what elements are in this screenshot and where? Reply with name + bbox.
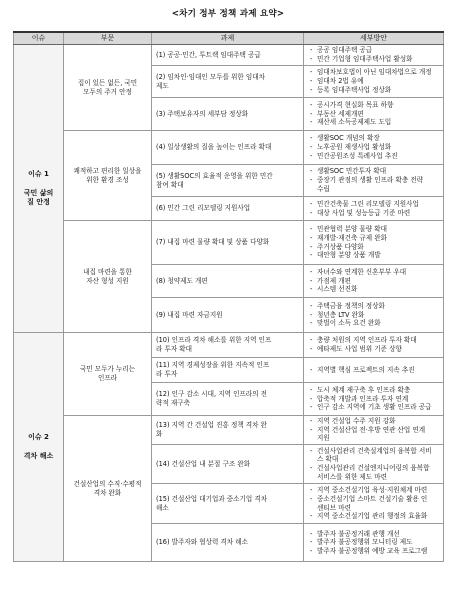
- detail-list: [310, 486, 440, 521]
- task-line: 략적 재구축: [156, 399, 190, 407]
- task-cell: [152, 358, 304, 383]
- detail-item: [310, 243, 440, 252]
- detail-list: [310, 134, 440, 160]
- task-line: (1) 공공·민간, 투트랙 임대주택 공급: [156, 50, 261, 59]
- part-cell: [64, 45, 152, 131]
- detail-line: - 맞벌이 소득 요건 완화: [317, 319, 381, 328]
- detail-line: - 자녀수와 연계한 신혼부부 우대: [317, 267, 407, 276]
- detail-cell: [304, 416, 444, 445]
- detail-line: - 인구 감소 지역에 기초 생활 인프라 공급: [317, 403, 432, 412]
- part-cell: [64, 131, 152, 221]
- part-line: 자산 형성 지원: [86, 276, 129, 285]
- policy-table: [13, 31, 444, 562]
- detail-line: - 중소건설기업 스마트 건설기술 활용 인: [317, 494, 428, 503]
- detail-line: - 민간 기업형 임대주택사업 활성화: [317, 55, 413, 63]
- detail-item: [310, 268, 440, 277]
- task-line: (10) 인프라 격차 해소를 위한 지역 인프: [156, 336, 272, 345]
- detail-cell: [304, 524, 444, 562]
- task-cell: [152, 98, 304, 131]
- detail-cell: [304, 66, 444, 98]
- detail-list: [310, 447, 440, 482]
- detail-line: 센티브 마련: [317, 503, 351, 512]
- detail-item: [310, 200, 440, 209]
- task-line: 제도: [156, 81, 169, 90]
- detail-item: [310, 167, 440, 176]
- detail-item: [310, 176, 440, 193]
- part-cell: [64, 221, 152, 333]
- detail-item: [310, 152, 440, 161]
- task-line: 화: [156, 430, 163, 439]
- task-line: 해소: [156, 503, 169, 512]
- table-row: [14, 131, 444, 165]
- detail-item: [310, 302, 440, 311]
- task-cell: [152, 383, 304, 416]
- detail-item: [310, 251, 440, 260]
- detail-line: 스 확대: [317, 455, 339, 464]
- detail-item: [310, 512, 440, 521]
- task-line: 라 투자: [156, 370, 178, 378]
- detail-item: [310, 143, 440, 152]
- detail-item: [310, 366, 440, 375]
- detail-line: - 재산세 소득공제제도 도입: [317, 118, 392, 127]
- task-line: (7) 내집 마련 물량 확대 및 상품 다양화: [156, 238, 270, 247]
- detail-item: [310, 464, 440, 481]
- detail-list: [310, 68, 440, 94]
- table-row: [14, 333, 444, 358]
- issue-title: [15, 189, 62, 207]
- detail-item: [310, 55, 440, 64]
- detail-item: [310, 86, 440, 95]
- detail-item: [310, 403, 440, 412]
- issue-title: [15, 452, 62, 461]
- task-line: (4) 일상생활의 질을 높이는 인프라 확대: [156, 143, 272, 152]
- detail-list: [310, 101, 440, 127]
- detail-item: [310, 77, 440, 86]
- detail-line: - 발주자 불공정거래 관행 개선: [317, 529, 400, 538]
- issue-title-line: 국민 삶의: [23, 188, 54, 197]
- detail-line: - 가점제 개편: [317, 276, 351, 285]
- task-cell: [152, 265, 304, 298]
- detail-line: - 공시가격 현실화 목표 하향: [317, 100, 394, 109]
- task-cell: [152, 45, 304, 66]
- detail-item: [310, 530, 440, 539]
- detail-line: - 건설사업관리 건축설계업의 융복합 서비: [317, 446, 432, 455]
- detail-item: [310, 101, 440, 110]
- task-cell: [152, 221, 304, 265]
- detail-item: [310, 46, 440, 55]
- detail-cell: [304, 221, 444, 265]
- detail-cell: [304, 197, 444, 221]
- detail-cell: [304, 445, 444, 484]
- task-cell: [152, 66, 304, 98]
- header-task: 과제: [152, 32, 304, 45]
- part-line: 쾌적하고 편리한 일상을: [73, 166, 142, 175]
- detail-list: [310, 336, 440, 353]
- task-cell: [152, 197, 304, 221]
- part-line: 인프라: [97, 374, 118, 382]
- detail-line: - 중장기 관점의 생활 인프라 확충 전략: [317, 176, 424, 185]
- detail-item: [310, 417, 440, 426]
- detail-item: [310, 209, 440, 218]
- task-cell: [152, 333, 304, 358]
- issue-cell: [14, 45, 64, 333]
- detail-cell: [304, 383, 444, 416]
- detail-item: [310, 486, 440, 495]
- detail-line: - 공공 임대주택 공급: [317, 46, 373, 55]
- task-line: (15) 건설산업 대기업과 중소기업 격차: [156, 494, 268, 503]
- table-row: [14, 221, 444, 265]
- detail-cell: [304, 131, 444, 165]
- detail-line: - 도시 체계 재구축 후 인프라 확충: [317, 385, 411, 394]
- table-body: [14, 45, 444, 562]
- detail-list: [310, 225, 440, 260]
- detail-line: - 지역 건설업 수주 지원 강화: [317, 417, 396, 425]
- detail-line: - 대안형 분양 상품 개발: [317, 251, 381, 260]
- table-row: [14, 416, 444, 445]
- issue-title-line: 질 안정: [27, 198, 50, 207]
- issue-number: 이슈 2: [28, 432, 49, 441]
- detail-line: - 민간건축물 그린 리모델링 지원사업: [317, 199, 419, 208]
- detail-cell: [304, 484, 444, 524]
- detail-line: 지원: [317, 434, 330, 443]
- task-cell: [152, 524, 304, 562]
- detail-item: [310, 495, 440, 512]
- detail-line: - 임대차 2법 유예: [317, 77, 364, 86]
- detail-item: [310, 319, 440, 328]
- detail-line: - 발주자 불공정행위 예방 교육 프로그램: [317, 546, 428, 555]
- detail-item: [310, 547, 440, 556]
- detail-item: [310, 134, 440, 143]
- header-row: [14, 32, 444, 45]
- task-line: (5) 생활SOC의 효율적 운영을 위한 민간: [156, 171, 273, 180]
- detail-list: [310, 530, 440, 556]
- detail-line: 수립: [317, 184, 330, 193]
- detail-line: - 지역 중소건설기업 육성·지원체계 마련: [317, 486, 428, 495]
- detail-item: [310, 234, 440, 243]
- detail-line: - 생활SOC 민간투자 확대: [317, 167, 387, 176]
- detail-item: [310, 426, 440, 443]
- detail-line: - 지역 중소건설기업 관리 행정의 효율화: [317, 512, 428, 521]
- header-issue: 이슈: [14, 32, 64, 45]
- task-cell: [152, 165, 304, 197]
- task-cell: [152, 416, 304, 445]
- part-cell: [64, 416, 152, 562]
- part-cell: [64, 333, 152, 416]
- detail-line: - 발주자 불공정행위 모니터링 제도: [317, 538, 413, 547]
- part-line: 집이 있든 없든, 국민: [77, 78, 138, 87]
- issue-title-line: 격차 해소: [23, 452, 54, 461]
- task-line: 라 투자 확대: [156, 345, 193, 353]
- detail-cell: [304, 265, 444, 298]
- detail-line: - 지역별 핵심 프로젝트의 지속 추진: [317, 365, 415, 374]
- task-line: (2) 임차인·임대인 모두를 위한 임대차: [156, 72, 265, 81]
- detail-list: [310, 386, 440, 412]
- page-title: <차기 정부 정책 과제 요약>: [171, 9, 285, 19]
- detail-cell: [304, 333, 444, 358]
- part-line: 모두의 주거 안정: [83, 87, 132, 96]
- task-cell: [152, 131, 304, 165]
- detail-line: - 부동산 세제개편: [317, 109, 364, 118]
- detail-cell: [304, 45, 444, 66]
- detail-line: - 임대차보호법이 아닌 임대차법으로 개정: [317, 68, 432, 77]
- detail-item: [310, 68, 440, 77]
- detail-item: [310, 118, 440, 127]
- detail-line: - 민관협력 분양 물량 확대: [317, 225, 387, 234]
- detail-list: [310, 200, 440, 217]
- detail-cell: [304, 98, 444, 131]
- issue-cell: [14, 333, 64, 562]
- detail-list: [310, 167, 440, 193]
- detail-list: [310, 366, 440, 375]
- detail-list: [310, 417, 440, 443]
- detail-cell: [304, 165, 444, 197]
- task-line: 참여 확대: [156, 180, 184, 189]
- part-line: 위한 환경 조성: [86, 175, 129, 184]
- issue-number: 이슈 1: [28, 169, 49, 178]
- detail-list: [310, 46, 440, 63]
- detail-item: [310, 345, 440, 354]
- header-detail: 세부방안: [304, 32, 444, 45]
- detail-line: - 청년층 LTV 완화: [317, 310, 365, 319]
- detail-item: [310, 538, 440, 547]
- detail-cell: [304, 358, 444, 383]
- task-line: (11) 지역 경제성장을 위한 지속적 인프: [156, 361, 270, 370]
- detail-line: - 재개발·재건축 규제 완화: [317, 233, 387, 242]
- part-line: 국민 모두가 누리는: [79, 365, 136, 374]
- header-part: 부문: [64, 32, 152, 45]
- detail-line: - 민간공원조성 특례사업 추진: [317, 151, 398, 160]
- part-line: 격차 완화: [93, 488, 122, 497]
- detail-item: [310, 447, 440, 464]
- task-line: (9) 내집 마련 자금지원: [156, 310, 223, 319]
- detail-item: [310, 386, 440, 395]
- task-line: (12) 인구 감소 시대, 지역 인프라의 전: [156, 390, 268, 399]
- task-line: (13) 지역 간 건설업 진흥 정책 격차 완: [156, 421, 268, 430]
- part-line: 건설산업의 수직·수평적: [73, 479, 142, 488]
- detail-cell: [304, 298, 444, 333]
- detail-line: - 노후공원 재생사업 활성화: [317, 143, 392, 152]
- task-line: (14) 건설산업 내 분절 구조 완화: [156, 459, 251, 468]
- task-line: (8) 청약제도 개편: [156, 276, 208, 285]
- detail-item: [310, 285, 440, 294]
- detail-list: [310, 302, 440, 328]
- task-line: (16) 발주자와 협상력 격차 해소: [156, 538, 248, 547]
- task-cell: [152, 445, 304, 484]
- detail-line: - 지역 건설산업 전·후방 연관 산업 연계: [317, 425, 426, 434]
- detail-line: - 등록 임대주택사업 정상화: [317, 85, 392, 94]
- detail-item: [310, 225, 440, 234]
- detail-line: - 충량 처원의 지역 인프라 투자 확대: [317, 336, 417, 345]
- task-line: (3) 주택보유자의 세부담 정상화: [156, 109, 249, 118]
- detail-line: - 주택금융 정책의 정상화: [317, 301, 385, 310]
- table-row: [14, 45, 444, 66]
- detail-line: - 생활SOC 개념의 확장: [317, 134, 380, 143]
- task-cell: [152, 484, 304, 524]
- detail-line: - 주거상품 다양화: [317, 242, 364, 251]
- detail-line: - 시스템 선진화: [317, 285, 358, 294]
- detail-line: 서비스를 위한 제도 마련: [317, 472, 387, 481]
- part-line: 내집 마련을 통한: [83, 267, 132, 276]
- detail-line: - 대상 사업 및 성능등급 기준 마련: [317, 208, 411, 217]
- detail-item: [310, 336, 440, 345]
- detail-list: [310, 268, 440, 294]
- task-line: (6) 민간 그린 리모델링 지원사업: [156, 204, 251, 213]
- detail-line: - 건설사업관리 건설엔지니어링의 융복합: [317, 464, 430, 473]
- task-cell: [152, 298, 304, 333]
- detail-line: - 압축적 개발과 인프라 투자 연계: [317, 394, 409, 403]
- detail-line: - 예타제도 사업 범위 기준 상향: [317, 345, 402, 353]
